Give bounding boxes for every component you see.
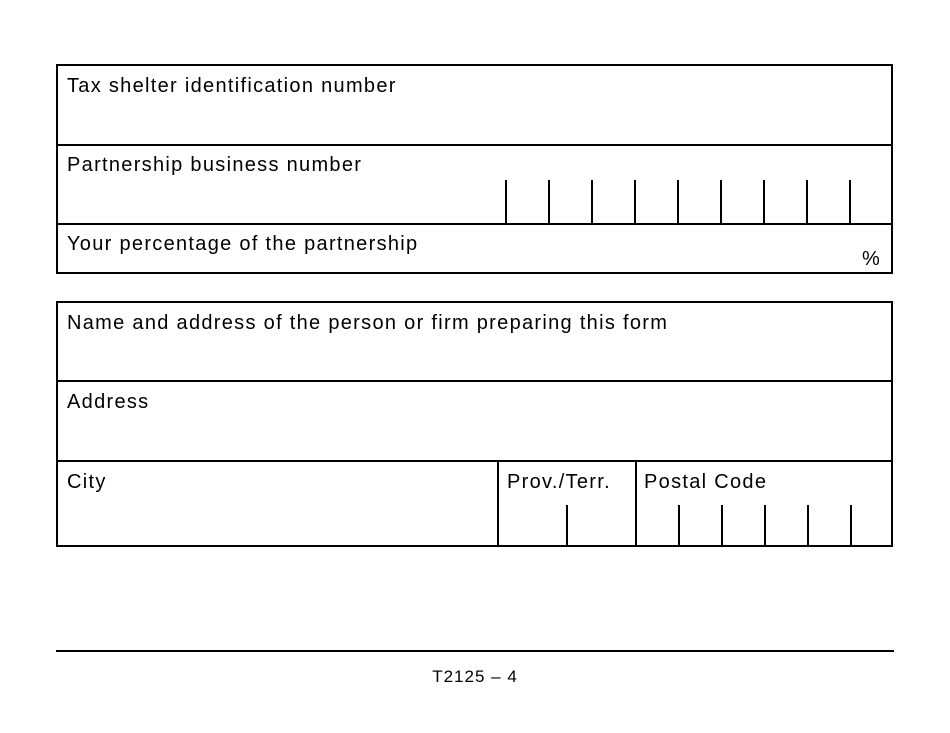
prov-terr-label: Prov./Terr. — [507, 471, 611, 493]
digit-separator — [763, 180, 765, 224]
page-number: T2125 – 4 — [432, 667, 518, 686]
digit-separator — [548, 180, 550, 224]
character-separator — [850, 505, 852, 547]
city-field[interactable] — [58, 462, 497, 545]
digit-separator — [591, 180, 593, 224]
address-label: Address — [67, 391, 150, 413]
digit-separator — [505, 180, 507, 224]
city-label: City — [67, 471, 107, 493]
percentage-label: Your percentage of the partnership — [67, 233, 419, 255]
business-number-label: Partnership business number — [67, 154, 363, 176]
character-separator — [678, 505, 680, 547]
business-number-field[interactable] — [505, 146, 891, 224]
character-separator — [721, 505, 723, 547]
footer-rule — [56, 650, 894, 652]
digit-separator — [634, 180, 636, 224]
letter-separator — [566, 505, 568, 547]
percentage-field[interactable] — [518, 225, 858, 272]
digit-separator — [677, 180, 679, 224]
percent-sign: % — [862, 248, 880, 270]
partnership-info-box — [56, 64, 893, 274]
preparer-name-label: Name and address of the person or firm preparing this form — [67, 312, 669, 334]
postal-code-label: Postal Code — [644, 471, 768, 493]
digit-separator — [849, 180, 851, 224]
address-field[interactable] — [58, 382, 891, 460]
digit-separator — [806, 180, 808, 224]
tax-shelter-label: Tax shelter identification number — [67, 75, 397, 97]
preparer-info-box — [56, 301, 893, 547]
digit-separator — [720, 180, 722, 224]
character-separator — [807, 505, 809, 547]
character-separator — [764, 505, 766, 547]
